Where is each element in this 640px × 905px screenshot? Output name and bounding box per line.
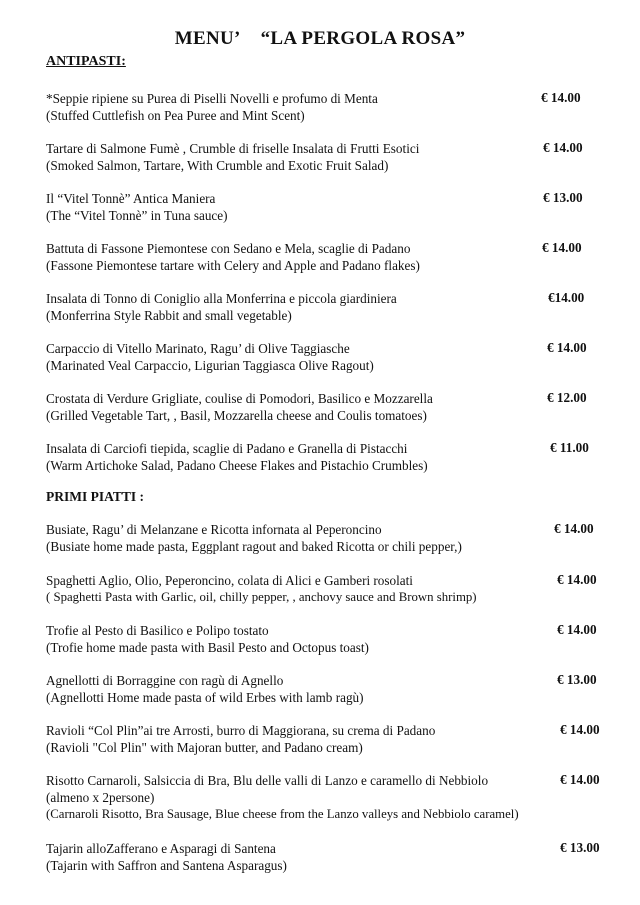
item-name-en: (Agnellotti Home made pasta of wild Erbes with lamb ragù) xyxy=(46,690,364,705)
item-price: € 14.00 xyxy=(560,722,600,737)
item-name-it: Tajarin alloZafferano e Asparagi di Santena xyxy=(46,841,276,856)
item-price: € 14.00 xyxy=(557,572,597,587)
item-name-en: (Carnaroli Risotto, Bra Sausage, Blue cheese from the Lanzo valleys and Nebbiolo caramel) xyxy=(46,807,519,821)
item-name-en: (Grilled Vegetable Tart, , Basil, Mozzarella cheese and Coulis tomatoes) xyxy=(46,408,427,423)
menu-item xyxy=(46,390,606,424)
item-name-it: Insalata di Carciofi tiepida, scaglie di Padano e Granella di Pistacchi xyxy=(46,441,408,456)
item-price: € 14.00 xyxy=(560,772,600,787)
item-name-it: Il “Vitel Tonnè” Antica Maniera xyxy=(46,191,216,206)
menu-item xyxy=(46,140,606,174)
menu-item xyxy=(46,722,606,756)
menu-item xyxy=(46,622,606,656)
item-name-en: (The “Vitel Tonnè” in Tuna sauce) xyxy=(46,208,228,223)
menu-item xyxy=(46,572,606,606)
item-name-it: Tartare di Salmone Fumè , Crumble di friselle Insalata di Frutti Esotici xyxy=(46,141,420,156)
menu-item xyxy=(46,772,606,823)
item-price: € 14.00 xyxy=(541,90,581,105)
item-name-en: (Ravioli "Col Plin" with Majoran butter, and Padano cream) xyxy=(46,740,363,755)
item-name-it: *Seppie ripiene su Purea di Piselli Novelli e profumo di Menta xyxy=(46,91,378,106)
item-name-en: (Warm Artichoke Salad, Padano Cheese Flakes and Pistachio Crumbles) xyxy=(46,458,428,473)
item-price: € 14.00 xyxy=(557,622,597,637)
item-name-en: (Marinated Veal Carpaccio, Ligurian Taggiasca Olive Ragout) xyxy=(46,358,374,373)
menu-item xyxy=(46,672,606,706)
item-name-it: Trofie al Pesto di Basilico e Polipo tostato xyxy=(46,623,269,638)
item-name-en: (Tajarin with Saffron and Santena Asparagus) xyxy=(46,858,287,873)
item-price: €14.00 xyxy=(548,290,585,305)
item-name-en: ( Spaghetti Pasta with Garlic, oil, chilly pepper, , anchovy sauce and Brown shrimp) xyxy=(46,590,477,604)
menu-item xyxy=(46,440,606,474)
menu-item xyxy=(46,90,606,124)
item-price: € 13.00 xyxy=(557,672,597,687)
item-price: € 13.00 xyxy=(560,840,600,855)
item-name-it: Spaghetti Aglio, Olio, Peperoncino, colata di Alici e Gamberi rosolati xyxy=(46,573,413,588)
item-price: € 13.00 xyxy=(543,190,583,205)
item-price: € 12.00 xyxy=(547,390,587,405)
menu-item xyxy=(46,290,606,324)
menu-title-part1: MENU’ xyxy=(174,28,241,49)
menu-item xyxy=(46,240,606,274)
menu-item xyxy=(46,521,606,555)
item-price: € 14.00 xyxy=(554,521,594,536)
item-name-en: (Monferrina Style Rabbit and small vegetable) xyxy=(46,308,292,323)
section-primi-piatti: PRIMI PIATTI : xyxy=(46,489,145,504)
item-name-it: Insalata di Tonno di Coniglio alla Monferrina e piccola giardiniera xyxy=(46,291,397,306)
item-name-en: (Stuffed Cuttlefish on Pea Puree and Mint Scent) xyxy=(46,108,305,123)
item-name-it: Carpaccio di Vitello Marinato, Ragu’ di Olive Taggiasche xyxy=(46,341,350,356)
menu-item xyxy=(46,190,606,224)
item-price: € 11.00 xyxy=(550,440,589,455)
item-name-en: (Smoked Salmon, Tartare, With Crumble and Exotic Fruit Salad) xyxy=(46,158,389,173)
section-antipasti: ANTIPASTI: xyxy=(46,54,126,69)
item-name-it: Battuta di Fassone Piemontese con Sedano e Mela, scaglie di Padano xyxy=(46,241,411,256)
item-price: € 14.00 xyxy=(542,240,582,255)
menu-title xyxy=(0,28,640,50)
menu-title-part2: “LA PERGOLA ROSA” xyxy=(260,28,466,49)
item-name-en: (Trofie home made pasta with Basil Pesto and Octopus toast) xyxy=(46,640,369,655)
item-name-it: Busiate, Ragu’ di Melanzane e Ricotta infornata al Peperoncino xyxy=(46,522,382,537)
menu-item xyxy=(46,340,606,374)
item-name-en: (Busiate home made pasta, Eggplant ragout and baked Ricotta or chili pepper,) xyxy=(46,539,462,554)
menu-item xyxy=(46,840,606,874)
item-name-en: (Fassone Piemontese tartare with Celery and Apple and Padano flakes) xyxy=(46,258,420,273)
item-price: € 14.00 xyxy=(543,140,583,155)
item-name-it: Agnellotti di Borraggine con ragù di Agnello xyxy=(46,673,284,688)
item-note: (almeno x 2persone) xyxy=(46,790,155,805)
item-price: € 14.00 xyxy=(547,340,587,355)
item-name-it: Risotto Carnaroli, Salsiccia di Bra, Blu delle valli di Lanzo e caramello di Nebbiolo xyxy=(46,773,489,788)
item-name-it: Ravioli “Col Plin”ai tre Arrosti, burro di Maggiorana, su crema di Padano xyxy=(46,723,436,738)
item-name-it: Crostata di Verdure Grigliate, coulise di Pomodori, Basilico e Mozzarella xyxy=(46,391,433,406)
